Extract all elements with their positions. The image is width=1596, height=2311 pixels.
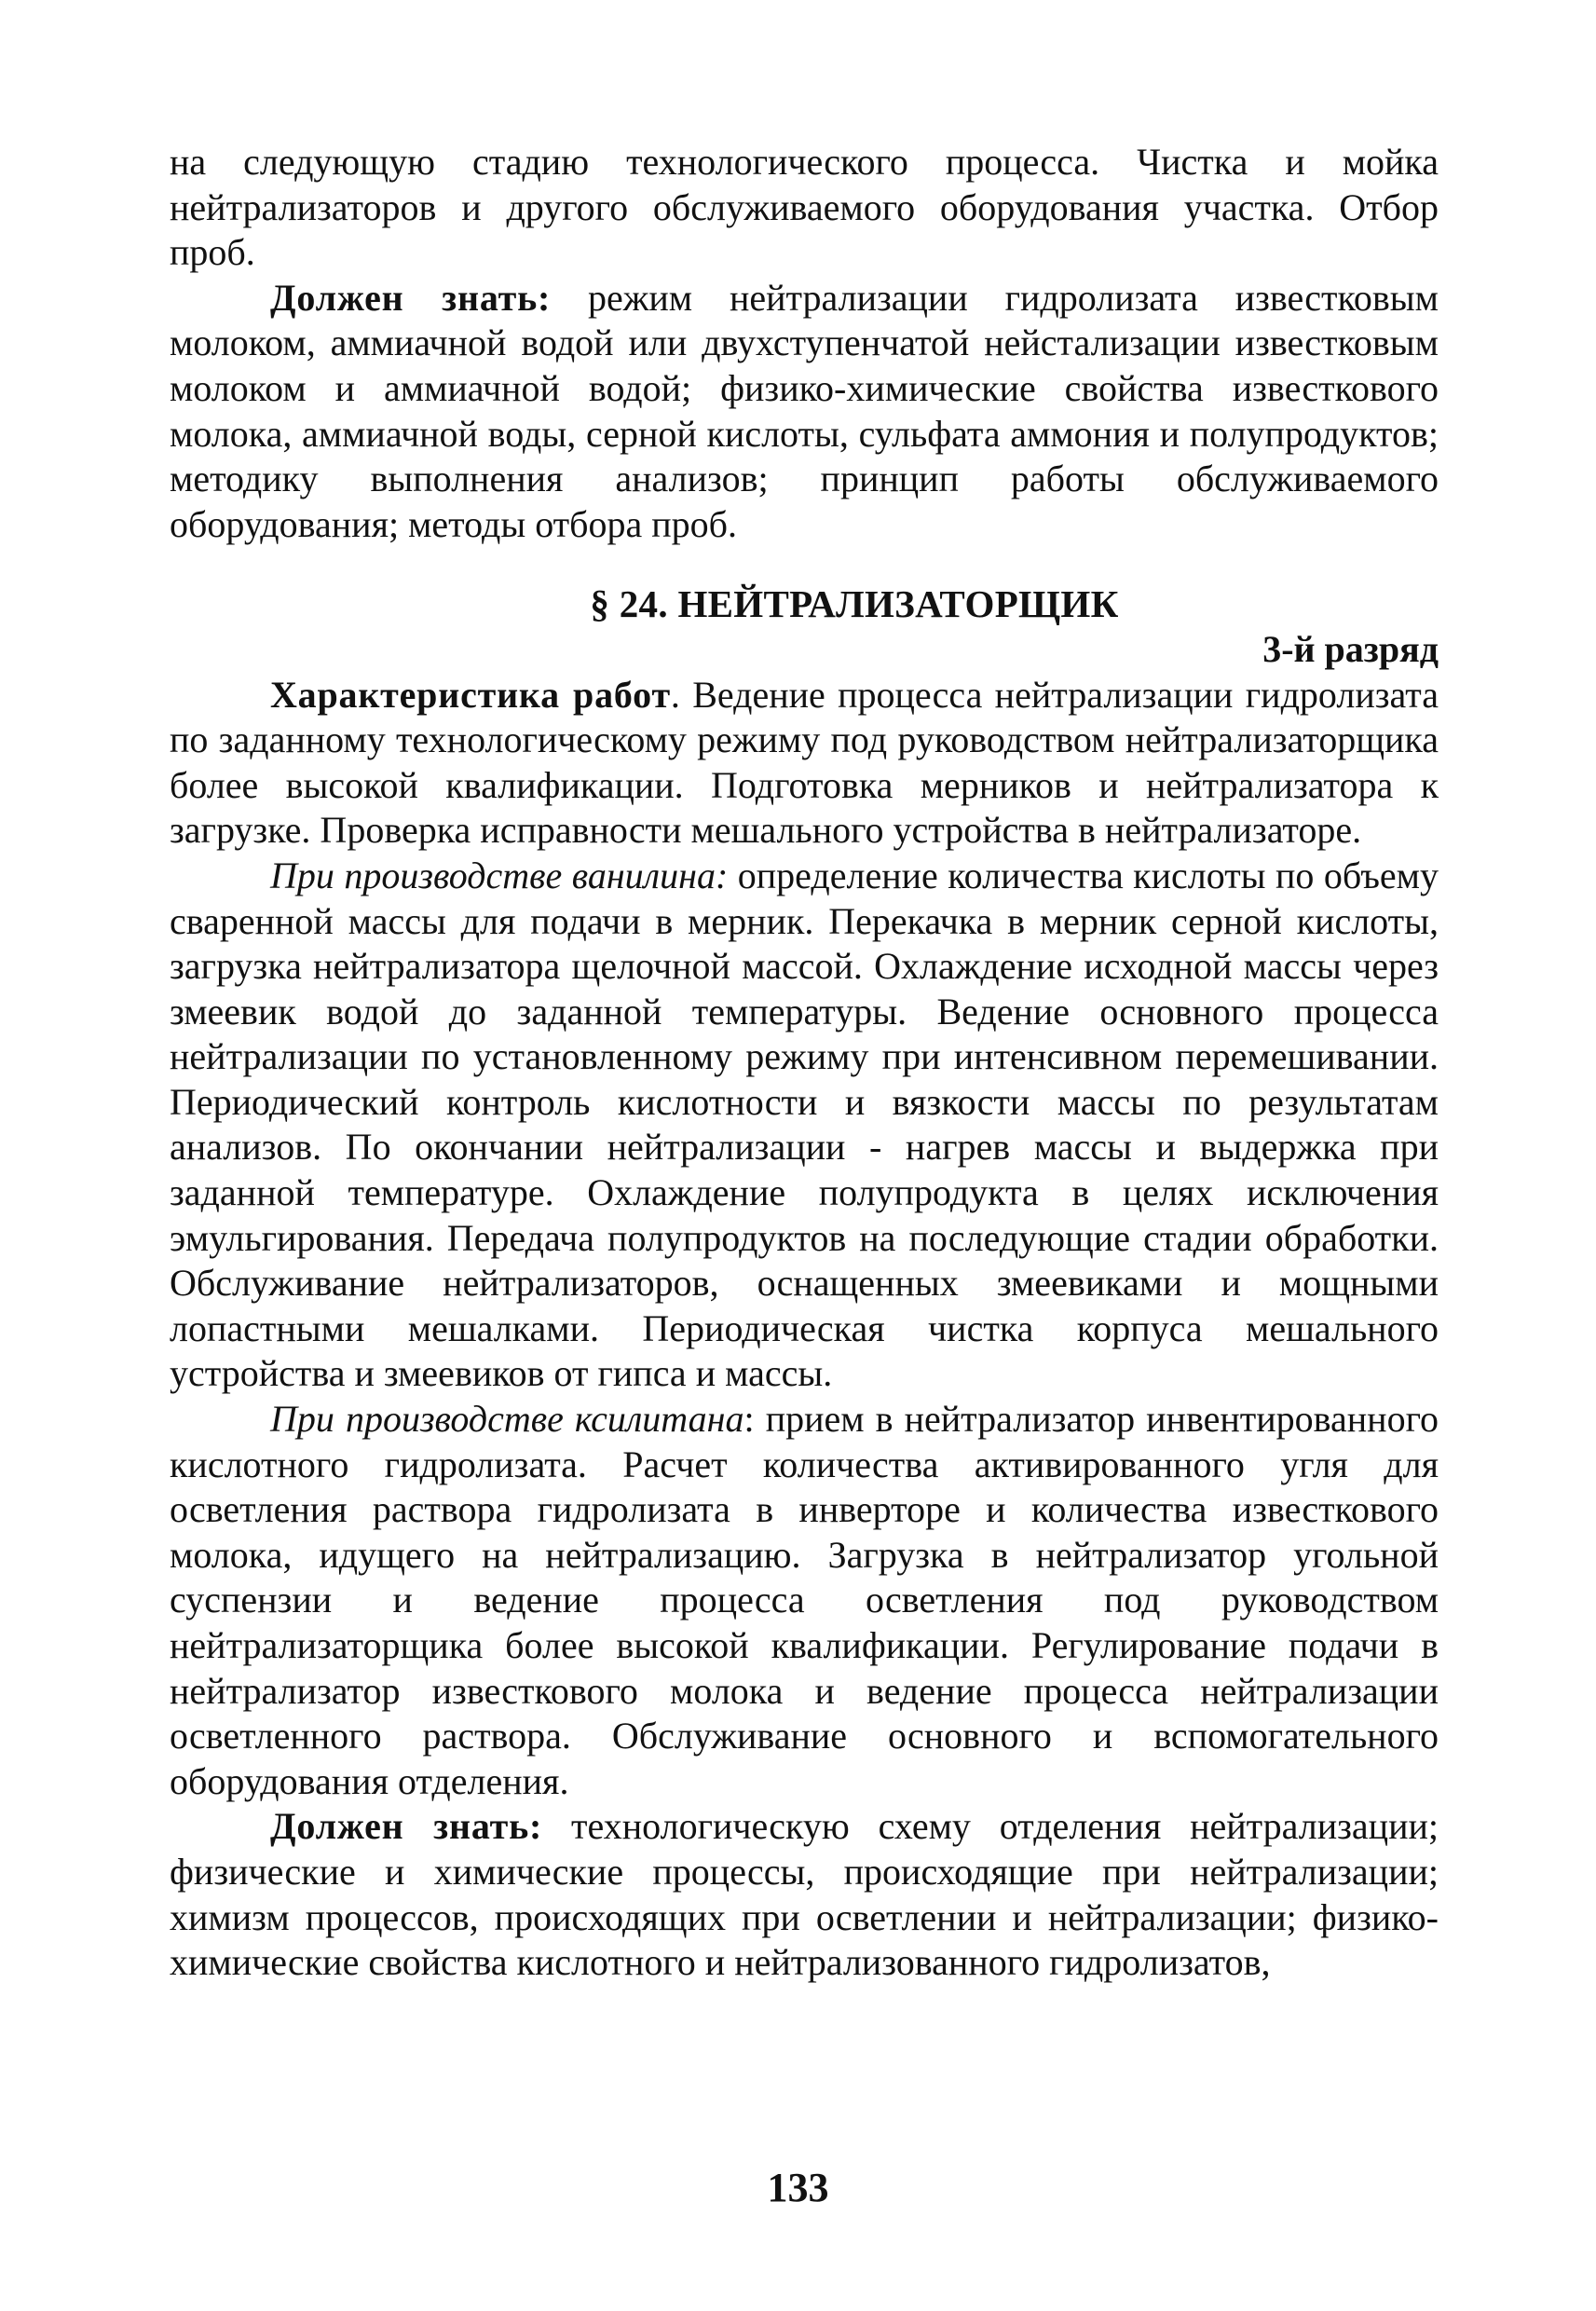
vanillin-text: определение количества кислоты по объему сваренной массы для подачи в мерник. Перекачка в мерник серной кислоты, загрузка нейтрализатора щелочной массой. Охлаждение исходной массы через змеевик водой до заданной температуры. Ведение основного процесса нейтрализации по установленному режиму при интенсивном перемешивании. Периодический контроль кислотности и вязкости массы по результатам анализов. По окончании нейтрализации - нагрев массы и выдержка при заданной температуре. Охлаждение полупродукта в целях исключения эмульгирования. Передача полупродуктов на последующие стадии обработки. Обслуживание нейтрализаторов, оснащенных змеевиками и мощными лопастными мешалками. Периодическая чистка корпуса мешального устройства и змеевиков от гипса и массы. xyxy=(170,854,1439,1395)
page-number: 133 xyxy=(767,2165,829,2210)
intro-paragraph xyxy=(170,140,1439,276)
must-know-paragraph-2 xyxy=(170,1804,1439,1985)
section-title: § 24. НЕЙТРАЛИЗАТОРЩИК xyxy=(590,582,1119,626)
must-know-paragraph-1 xyxy=(170,276,1439,548)
xylitan-text: : прием в нейтрализатор инвентированного кислотного гидролизата. Расчет количества активированного угля для осветления раствора гидролизата в инверторе и количества известкового молока, идущего на нейтрализацию. Загрузка в нейтрализатор угольной суспензии и ведение процесса осветления под руководством нейтрализаторщика более высокой квалификации. Регулирование подачи в нейтрализатор известкового молока и ведение процесса нейтрализации осветленного раствора. Обслуживание основного и вспомогательного оборудования отделения. xyxy=(170,1398,1439,1802)
xylitan-paragraph xyxy=(170,1397,1439,1804)
vanillin-label: При производстве ванилина: xyxy=(270,854,729,896)
must-know-label-1: Должен знать: xyxy=(270,276,552,319)
must-know-text-1: режим нейтрализации гидролизата известковым молоком, аммиачной водой или двухступенчатой нейстализации известковым молоком и аммиачной водой; физико-химические свойства известкового молока, аммиачной воды, серной кислоты, сульфата аммония и полупродуктов; методику выполнения анализов; принцип работы обслуживаемого оборудования; методы отбора проб. xyxy=(170,276,1439,545)
section-gap xyxy=(170,547,1439,581)
xylitan-label: При производстве ксилитана xyxy=(270,1398,744,1441)
intro-text: на следующую стадию технологического процесса. Чистка и мойка нейтрализаторов и другого обслуживаемого оборудования участка. Отбор проб. xyxy=(170,141,1439,274)
characteristics-label: Характеристика работ xyxy=(270,673,671,716)
must-know-text-2: технологическую схему отделения нейтрализации; физические и химические процессы, происходящие при нейтрализации; химизм процессов, происходящих при осветлении и нейтрализации; физико-химические свойства кислотного и нейтрализованного гидролизатов, xyxy=(170,1805,1439,1984)
page-body xyxy=(170,140,1439,1986)
characteristics-text: . Ведение процесса нейтрализации гидролизата по заданному технологическому режиму под руководством нейтрализаторщика более высокой квалификации. Подготовка мерников и нейтрализатора к загрузке. Проверка исправности мешального устройства в нейтрализаторе. xyxy=(170,673,1439,852)
grade-label: 3-й разряд xyxy=(1262,627,1439,670)
must-know-label-2: Должен знать: xyxy=(270,1805,543,1848)
vanillin-paragraph xyxy=(170,854,1439,1397)
characteristics-paragraph xyxy=(170,673,1439,854)
